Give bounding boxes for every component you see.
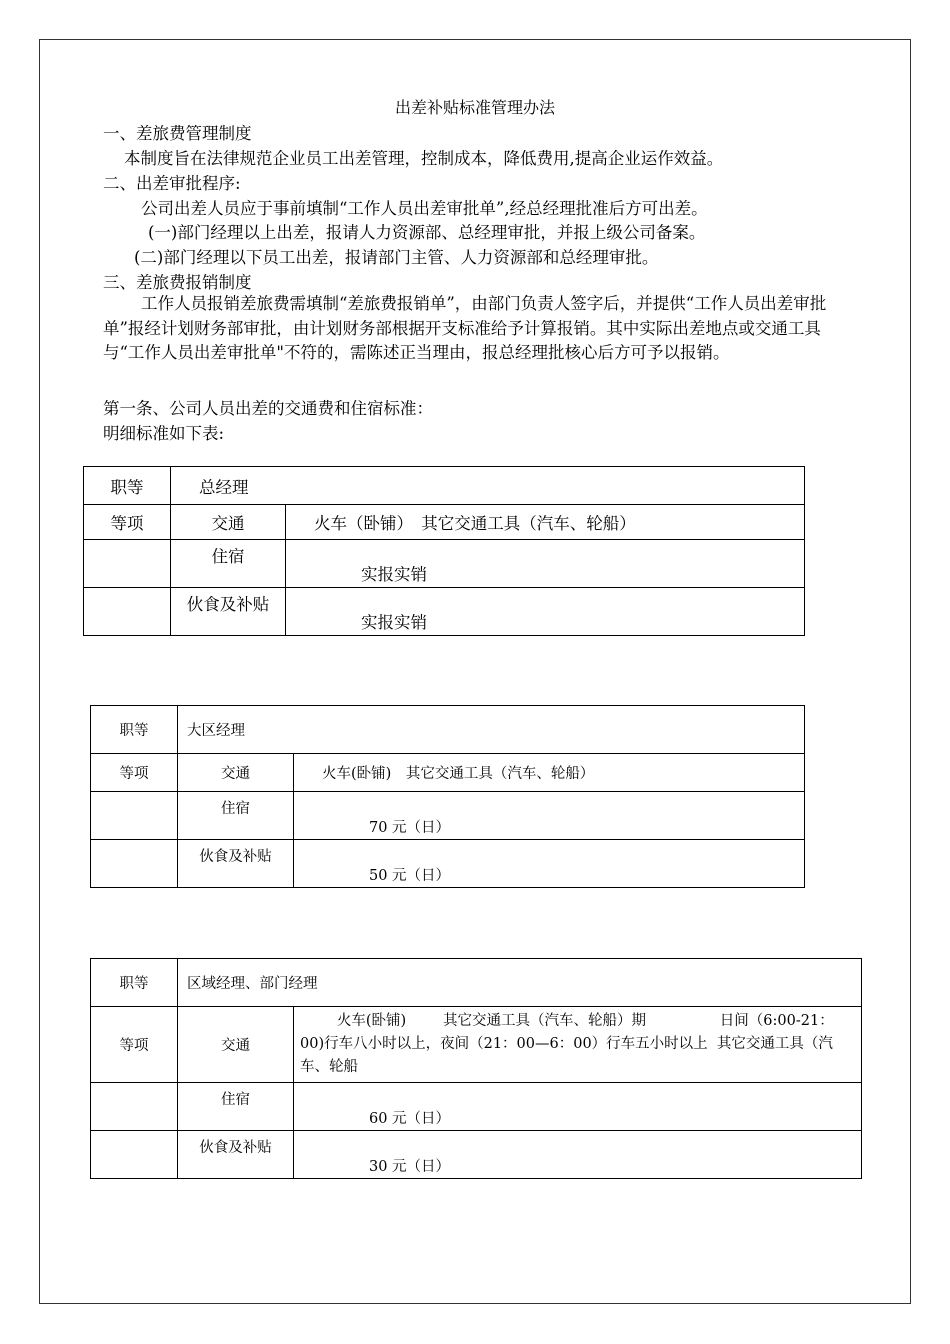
transport-value: 火车(卧铺) 其它交通工具（汽车、轮船）期 日间（6:00-21：00)行车八小时以上，夜间（21：00—6：00）行车五小时以上 其它交通工具（汽车、轮船 <box>294 1007 862 1083</box>
transport-label: 交通 <box>178 1007 294 1083</box>
section-2-text: 公司出差人员应于事前填制“工作人员出差审批单”,经总经理批准后方可出差。 <box>141 199 708 218</box>
table-row <box>84 467 805 505</box>
table-row <box>91 1131 862 1179</box>
table-row <box>91 959 862 1007</box>
standard-table-regional-manager <box>90 705 805 888</box>
transport-value: 火车（卧铺） 其它交通工具（汽车、轮船） <box>286 505 805 540</box>
item-label: 等项 <box>91 754 178 792</box>
section-1-heading: 一、差旅费管理制度 <box>103 124 252 143</box>
lodging-label: 住宿 <box>178 792 294 840</box>
rank-value: 总经理 <box>171 467 805 505</box>
table-row <box>91 840 805 888</box>
rank-value: 区域经理、部门经理 <box>178 959 862 1007</box>
table-row <box>91 754 805 792</box>
document-title: 出差补贴标准管理办法 <box>394 98 555 117</box>
meal-value: 实报实销 <box>286 588 805 636</box>
lodging-label: 住宿 <box>171 540 286 588</box>
rank-label: 职等 <box>84 467 171 505</box>
section-2-item-2: (二)部门经理以下员工出差，报请部门主管、人力资源部和总经理审批。 <box>134 248 659 267</box>
item-label: 等项 <box>91 1007 178 1083</box>
lodging-value: 60 元（日） <box>294 1083 862 1131</box>
empty-cell <box>91 1131 178 1179</box>
meal-value: 30 元（日） <box>294 1131 862 1179</box>
standard-table-area-department-manager <box>90 958 862 1179</box>
table-row <box>84 505 805 540</box>
standard-table-general-manager <box>83 466 805 636</box>
section-2-item-1: (一)部门经理以上出差，报请人力资源部、总经理审批，并报上级公司备案。 <box>148 223 706 242</box>
transport-label: 交通 <box>171 505 286 540</box>
rank-value: 大区经理 <box>178 706 805 754</box>
meal-label: 伙食及补贴 <box>178 840 294 888</box>
table-row <box>84 540 805 588</box>
table-intro: 明细标准如下表: <box>103 424 225 443</box>
empty-cell <box>84 540 171 588</box>
lodging-label: 住宿 <box>178 1083 294 1131</box>
table-row <box>91 1007 862 1083</box>
rank-label: 职等 <box>91 706 178 754</box>
rank-label: 职等 <box>91 959 178 1007</box>
section-3-heading: 三、差旅费报销制度 <box>103 273 252 292</box>
table-row <box>91 706 805 754</box>
transport-label: 交通 <box>178 754 294 792</box>
empty-cell <box>91 792 178 840</box>
meal-label: 伙食及补贴 <box>171 588 286 636</box>
table-row <box>84 588 805 636</box>
table-row <box>91 792 805 840</box>
section-2-heading: 二、出差审批程序: <box>103 174 241 193</box>
meal-label: 伙食及补贴 <box>178 1131 294 1179</box>
table-row <box>91 1083 862 1131</box>
meal-value: 50 元（日） <box>294 840 805 888</box>
item-label: 等项 <box>84 505 171 540</box>
section-3-text: 工作人员报销差旅费需填制“差旅费报销单”，由部门负责人签字后，并提供“工作人员出差审批单”报经计划财务部审批，由计划财务部根据开支标准给予计算报销。其中实际出差地点或交通工具与“工作人员出差审批单"不符的，需陈述正当理由，报总经理批核心后方可予以报销。 <box>103 294 827 362</box>
empty-cell <box>84 588 171 636</box>
lodging-value: 70 元（日） <box>294 792 805 840</box>
empty-cell <box>91 1083 178 1131</box>
lodging-value: 实报实销 <box>286 540 805 588</box>
transport-value: 火车(卧铺) 其它交通工具（汽车、轮船） <box>294 754 805 792</box>
article-1: 第一条、公司人员出差的交通费和住宿标准： <box>103 399 433 418</box>
section-1-text: 本制度旨在法律规范企业员工出差管理，控制成本，降低费用,提高企业运作效益。 <box>124 149 724 168</box>
empty-cell <box>91 840 178 888</box>
